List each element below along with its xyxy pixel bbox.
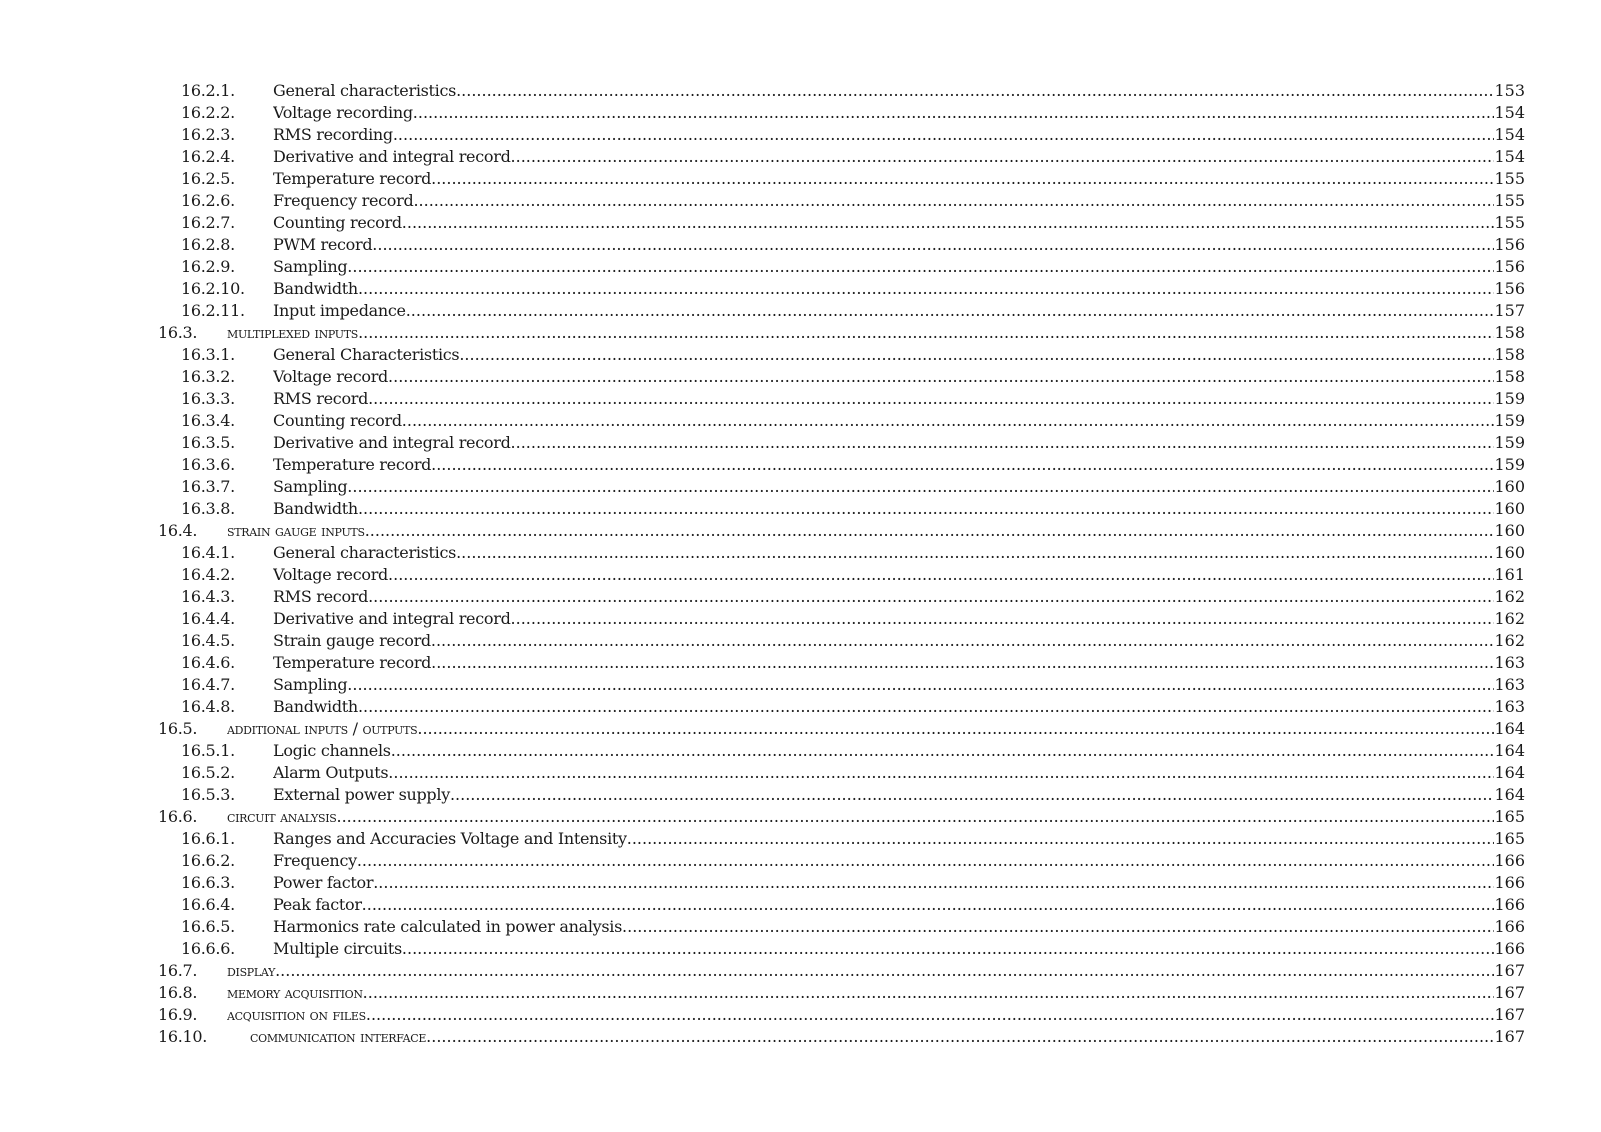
toc-entry-leader [273,410,1525,432]
toc-entry-page-number: 162 [1494,609,1525,628]
toc-entry-title: Frequency [273,851,357,870]
toc-entry-page-number: 166 [1494,895,1525,914]
toc-entry-page-number: 154 [1494,125,1525,144]
toc-entry-number: 16.6.1. [181,829,235,848]
toc-entry-title: Voltage recording [273,103,413,122]
dot-leader [393,124,1495,146]
toc-entry[interactable] [0,784,1601,806]
toc-entry-leader [273,784,1525,806]
toc-entry-title: External power supply [273,785,450,804]
toc-entry-number: 16.3.5. [181,433,235,452]
dot-leader [388,366,1494,388]
toc-entry-number: 16.3.2. [181,367,235,386]
toc-entry[interactable] [0,498,1601,520]
toc-entry-leader [273,872,1525,894]
dot-leader [413,190,1494,212]
toc-entry-page-number: 164 [1494,763,1525,782]
toc-entry-number: 16.5.2. [181,763,235,782]
toc-entry-page-number: 164 [1494,785,1525,804]
dot-leader [431,454,1494,476]
dot-leader [511,608,1495,630]
toc-entry-number: 16.4.5. [181,631,235,650]
toc-entry[interactable] [0,696,1601,718]
toc-entry[interactable] [0,740,1601,762]
toc-entry-page-number: 155 [1494,213,1525,232]
toc-entry[interactable] [0,586,1601,608]
toc-entry-title: Bandwidth [273,279,358,298]
toc-entry-title: Sampling [273,675,348,694]
toc-entry-number: 16.2.2. [181,103,235,122]
toc-entry-page-number: 156 [1494,257,1525,276]
dot-leader [358,696,1495,718]
toc-entry-leader [273,80,1525,102]
toc-entry-title: RMS recording [273,125,393,144]
toc-entry[interactable] [0,432,1601,454]
toc-entry[interactable] [0,828,1601,850]
toc-entry-leader [227,806,1525,828]
toc-section-entry[interactable] [0,718,1601,740]
toc-entry-title: Power factor [273,873,374,892]
toc-entry-title: Counting record [273,411,402,430]
toc-entry[interactable] [0,938,1601,960]
toc-entry-number: 16.2.8. [181,235,235,254]
toc-entry-number: 16.2.7. [181,213,235,232]
toc-entry-title: Peak factor [273,895,362,914]
toc-entry-number: 16.6.4. [181,895,235,914]
toc-entry-number: 16.3. [158,323,198,342]
toc-entry-page-number: 159 [1494,455,1525,474]
toc-entry-number: 16.6. [158,807,198,826]
toc-entry-leader [273,762,1525,784]
toc-entry-leader [273,586,1525,608]
toc-entry[interactable] [0,410,1601,432]
toc-entry-leader [273,630,1525,652]
toc-entry-number: 16.4.3. [181,587,235,606]
toc-entry[interactable] [0,850,1601,872]
toc-entry-title: General characteristics [273,543,457,562]
toc-entry-number: 16.2.10. [181,279,245,298]
toc-entry-number: 16.4. [158,521,198,540]
toc-entry[interactable] [0,608,1601,630]
dot-leader [362,894,1495,916]
toc-entry-page-number: 167 [1494,1005,1525,1024]
toc-entry-page-number: 158 [1494,367,1525,386]
toc-section-entry[interactable] [0,806,1601,828]
toc-entry[interactable] [0,146,1601,168]
toc-entry-leader [273,344,1525,366]
toc-entry-title: Harmonics rate calculated in power analysis [273,917,623,936]
toc-entry[interactable] [0,234,1601,256]
toc-entry-title: Temperature record [273,653,432,672]
toc-entry-page-number: 162 [1494,587,1525,606]
toc-entry-leader [273,652,1525,674]
toc-entry-leader [273,828,1525,850]
toc-entry-number: 16.8. [158,983,198,1002]
toc-entry-title: Sampling [273,477,348,496]
toc-entry-leader [273,476,1525,498]
dot-leader [358,498,1495,520]
dot-leader [357,850,1495,872]
toc-entry[interactable] [0,916,1601,938]
toc-entry[interactable] [0,564,1601,586]
dot-leader [365,520,1495,542]
dot-leader [388,762,1494,784]
toc-entry-page-number: 154 [1494,147,1525,166]
toc-entry-number: 16.6.3. [181,873,235,892]
dot-leader [337,806,1495,828]
toc-entry-leader [273,608,1525,630]
toc-entry-page-number: 167 [1494,983,1525,1002]
toc-entry-number: 16.2.5. [181,169,235,188]
toc-entry-page-number: 167 [1494,961,1525,980]
toc-entry-leader [227,1004,1525,1026]
toc-entry-title: RMS record [273,389,369,408]
dot-leader [450,784,1495,806]
toc-entry-page-number: 157 [1494,301,1525,320]
toc-entry[interactable] [0,542,1601,564]
toc-entry-page-number: 158 [1494,345,1525,364]
toc-entry-number: 16.4.1. [181,543,235,562]
toc-entry-leader [273,916,1525,938]
toc-entry-title: Voltage record [273,565,389,584]
toc-entry-leader [273,278,1525,300]
toc-entry-title: Counting record [273,213,402,232]
toc-entry-number: 16.4.4. [181,609,235,628]
toc-entry-leader [273,894,1525,916]
toc-entry-title: Temperature record [273,169,432,188]
toc-entry-number: 16.3.1. [181,345,235,364]
dot-leader [347,674,1494,696]
toc-entry-page-number: 166 [1494,851,1525,870]
toc-entry[interactable] [0,300,1601,322]
toc-entry-title: Derivative and integral record [273,147,511,166]
dot-leader [426,1026,1494,1048]
toc-entry-leader [273,498,1525,520]
toc-entry-number: 16.4.6. [181,653,235,672]
dot-leader [459,344,1494,366]
toc-entry-leader [273,388,1525,410]
toc-entry-number: 16.3.3. [181,389,235,408]
toc-entry-leader [227,322,1525,344]
toc-entry-title: General characteristics [273,81,457,100]
toc-entry[interactable] [0,388,1601,410]
toc-entry[interactable] [0,652,1601,674]
dot-leader [366,1004,1495,1026]
toc-entry-page-number: 162 [1494,631,1525,650]
toc-entry[interactable] [0,762,1601,784]
toc-entry-leader [273,212,1525,234]
toc-entry-page-number: 159 [1494,411,1525,430]
toc-entry-leader [273,190,1525,212]
toc-entry-page-number: 160 [1494,543,1525,562]
toc-entry-number: 16.6.6. [181,939,235,958]
toc-entry-number: 16.6.2. [181,851,235,870]
toc-entry-title: Frequency record [273,191,414,210]
toc-entry[interactable] [0,366,1601,388]
toc-entry-leader [273,542,1525,564]
toc-section-entry[interactable] [0,520,1601,542]
dot-leader [622,916,1494,938]
dot-leader [511,432,1495,454]
toc-entry-leader [227,718,1525,740]
dot-leader [347,256,1494,278]
toc-entry-page-number: 154 [1494,103,1525,122]
dot-leader [275,960,1494,982]
toc-entry[interactable] [0,344,1601,366]
toc-entry-number: 16.9. [158,1005,198,1024]
toc-entry-title: communication interface [250,1027,427,1046]
toc-entry-page-number: 166 [1494,917,1525,936]
dot-leader [406,300,1495,322]
toc-entry[interactable] [0,80,1601,102]
toc-entry-page-number: 165 [1494,829,1525,848]
toc-entry-leader [273,256,1525,278]
toc-section-entry[interactable] [0,1026,1601,1048]
toc-entry-page-number: 160 [1494,521,1525,540]
dot-leader [391,740,1495,762]
toc-entry[interactable] [0,476,1601,498]
toc-entry-page-number: 158 [1494,323,1525,342]
toc-entry-leader [227,960,1525,982]
dot-leader [373,872,1494,894]
dot-leader [456,542,1494,564]
toc-entry-number: 16.3.4. [181,411,235,430]
toc-entry-page-number: 164 [1494,741,1525,760]
table-of-contents [0,80,1601,1048]
toc-entry-title: General Characteristics [273,345,460,364]
toc-entry-title: Derivative and integral record [273,609,511,628]
toc-entry-number: 16.3.6. [181,455,235,474]
toc-entry-number: 16.6.5. [181,917,235,936]
toc-entry-title: Bandwidth [273,697,358,716]
toc-entry-title: Derivative and integral record [273,433,511,452]
toc-entry-leader [273,850,1525,872]
toc-entry-title: RMS record [273,587,369,606]
toc-entry-leader [273,102,1525,124]
toc-entry-leader [227,520,1525,542]
toc-entry-page-number: 166 [1494,873,1525,892]
toc-entry-leader [250,1026,1525,1048]
toc-entry-title: Ranges and Accuracies Voltage and Intensity [273,829,627,848]
toc-section-entry[interactable] [0,1004,1601,1026]
toc-entry-title: Strain gauge record [273,631,431,650]
toc-entry-page-number: 159 [1494,389,1525,408]
toc-entry-number: 16.10. [158,1027,208,1046]
toc-entry[interactable] [0,872,1601,894]
toc-entry-number: 16.2.3. [181,125,235,144]
toc-entry-title: Multiple circuits [273,939,402,958]
toc-entry-leader [273,454,1525,476]
toc-entry[interactable] [0,454,1601,476]
toc-entry[interactable] [0,168,1601,190]
toc-entry-number: 16.2.11. [181,301,245,320]
toc-entry-page-number: 167 [1494,1027,1525,1046]
toc-entry[interactable] [0,190,1601,212]
toc-entry-page-number: 163 [1494,653,1525,672]
toc-entry-leader [273,740,1525,762]
toc-entry-page-number: 159 [1494,433,1525,452]
toc-entry-number: 16.5.3. [181,785,235,804]
toc-entry[interactable] [0,212,1601,234]
toc-entry-title: Alarm Outputs [273,763,389,782]
toc-section-entry[interactable] [0,322,1601,344]
toc-entry-number: 16.2.1. [181,81,235,100]
toc-entry-number: 16.4.8. [181,697,235,716]
toc-entry-title: multiplexed inputs [227,323,359,342]
toc-entry-leader [273,938,1525,960]
toc-entry-title: strain gauge inputs [227,521,365,540]
toc-entry[interactable] [0,256,1601,278]
dot-leader [388,564,1494,586]
dot-leader [347,476,1494,498]
toc-entry-title: Bandwidth [273,499,358,518]
dot-leader [402,938,1495,960]
toc-entry-title: PWM record [273,235,373,254]
dot-leader [372,234,1494,256]
toc-entry-number: 16.3.8. [181,499,235,518]
toc-entry-number: 16.4.7. [181,675,235,694]
toc-entry-leader [273,300,1525,322]
toc-entry-number: 16.2.4. [181,147,235,166]
dot-leader [402,410,1495,432]
toc-entry-title: Input impedance [273,301,406,320]
toc-entry-title: display [227,961,276,980]
toc-entry[interactable] [0,124,1601,146]
dot-leader [431,652,1494,674]
toc-entry-number: 16.5.1. [181,741,235,760]
toc-entry-leader [273,366,1525,388]
toc-entry-page-number: 155 [1494,169,1525,188]
toc-entry-leader [273,696,1525,718]
toc-entry-page-number: 163 [1494,697,1525,716]
toc-entry-page-number: 153 [1494,81,1525,100]
dot-leader [368,586,1494,608]
dot-leader [358,322,1494,344]
dot-leader [627,828,1495,850]
toc-section-entry[interactable] [0,960,1601,982]
toc-entry-leader [273,674,1525,696]
dot-leader [363,982,1495,1004]
toc-entry-number: 16.7. [158,961,198,980]
toc-entry-leader [273,564,1525,586]
toc-entry-page-number: 166 [1494,939,1525,958]
toc-entry[interactable] [0,630,1601,652]
toc-entry-title: Voltage record [273,367,389,386]
toc-entry-title: memory acquisition [227,983,363,1002]
toc-entry-number: 16.4.2. [181,565,235,584]
dot-leader [417,718,1494,740]
toc-entry-title: circuit analysis [227,807,337,826]
toc-entry-leader [273,124,1525,146]
toc-entry-page-number: 164 [1494,719,1525,738]
toc-entry[interactable] [0,102,1601,124]
toc-entry-title: Temperature record [273,455,432,474]
toc-entry-leader [273,168,1525,190]
toc-entry-leader [273,234,1525,256]
toc-section-entry[interactable] [0,982,1601,1004]
toc-entry[interactable] [0,894,1601,916]
toc-entry-page-number: 155 [1494,191,1525,210]
toc-entry-page-number: 160 [1494,477,1525,496]
dot-leader [511,146,1495,168]
toc-entry-page-number: 156 [1494,279,1525,298]
dot-leader [402,212,1495,234]
toc-entry-leader [227,982,1525,1004]
toc-entry-title: Sampling [273,257,348,276]
toc-entry-page-number: 160 [1494,499,1525,518]
toc-entry-leader [273,146,1525,168]
toc-entry-page-number: 163 [1494,675,1525,694]
toc-entry-page-number: 161 [1494,565,1525,584]
toc-entry-leader [273,432,1525,454]
toc-entry-page-number: 165 [1494,807,1525,826]
toc-entry-title: acquisition on files [227,1005,366,1024]
toc-entry-number: 16.2.6. [181,191,235,210]
dot-leader [358,278,1495,300]
toc-entry[interactable] [0,674,1601,696]
toc-entry[interactable] [0,278,1601,300]
dot-leader [413,102,1495,124]
dot-leader [368,388,1494,410]
dot-leader [431,630,1495,652]
toc-entry-title: additional inputs / outputs [227,719,418,738]
toc-entry-number: 16.3.7. [181,477,235,496]
toc-entry-number: 16.2.9. [181,257,235,276]
dot-leader [431,168,1494,190]
toc-entry-page-number: 156 [1494,235,1525,254]
toc-entry-title: Logic channels [273,741,391,760]
toc-entry-number: 16.5. [158,719,198,738]
dot-leader [456,80,1494,102]
